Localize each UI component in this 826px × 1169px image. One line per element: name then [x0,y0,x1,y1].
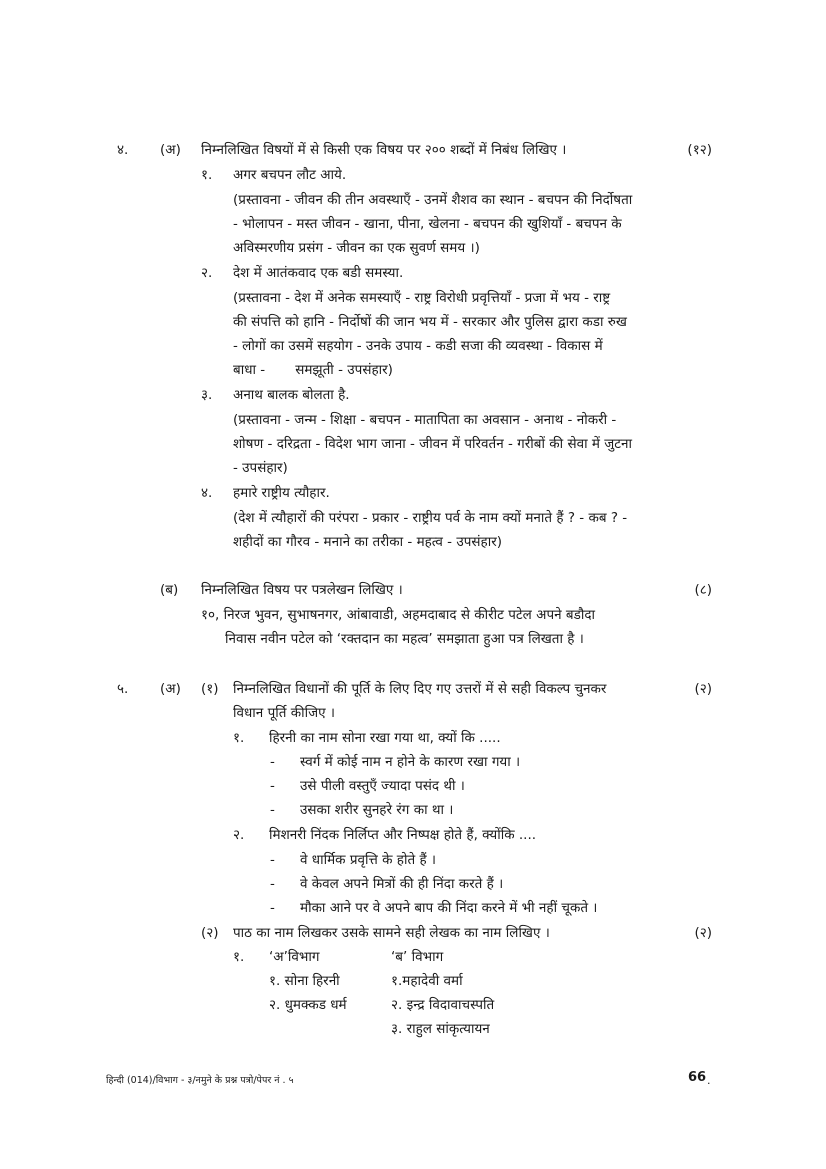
q5a2-marks: (२) [694,925,712,941]
topic-3-title: अनाथ बालक बोलता है. [233,387,350,403]
option-dash: - [270,802,275,818]
mcq-2-option: वे केवल अपने मित्रों की ही निंदा करते हैं । [300,876,504,892]
q4-number: ४. [117,142,129,158]
column-b-item: २. इन्द्र विदावाचस्पति [391,997,495,1013]
q5a-label: (अ) [160,681,181,697]
q4b-label: (ब) [160,582,179,598]
option-dash: - [270,754,275,770]
mcq-1-option: उसका शरीर सुनहरे रंग का था । [300,802,454,818]
q5a1-instruction: विधान पूर्ति कीजिए । [233,705,335,721]
q4a-label: (अ) [160,142,181,158]
q5a2-label: (२) [201,925,219,941]
column-b-item: ३. राहुल सांकृत्यायन [391,1021,490,1037]
match-number: १. [233,949,245,965]
topic-1-line: अविस्मरणीय प्रसंग - जीवन का एक सुवर्ण समय ।) [233,240,480,256]
topic-3-line: - उपसंहार) [233,460,288,476]
mcq-2-stem: मिशनरी निंदक निर्लिप्त और निष्पक्ष होते हैं, क्योंकि .... [269,827,537,843]
column-b-header: ‘ब’ विभाग [391,949,444,965]
q4a-instruction: निम्नलिखित विषयों में से किसी एक विषय पर २०० शब्दों में निबंध लिखिए । [201,142,567,158]
topic-3-number: ३. [201,387,213,403]
mcq-2-number: २. [233,827,245,843]
option-dash: - [270,778,275,794]
q4b-letter-line: निवास नवीन पटेल को ‘रक्तदान का महत्व’ समझाता हुआ पत्र लिखता है । [225,631,584,647]
topic-3-line: (प्रस्तावना - जन्म - शिक्षा - बचपन - मातापिता का अवसान - अनाथ - नोकरी - [233,412,617,428]
page-number: 66 [688,1070,707,1085]
mcq-1-stem: हिरनी का नाम सोना रखा गया था, क्यों कि ..... [269,730,501,746]
q4b-letter-line: १०, निरज भुवन, सुभाषनगर, आंबावाडी, अहमदाबाद से कीरीट पटेल अपने बडौदा [201,607,595,623]
mcq-1-option: स्वर्ग में कोई नाम न होने के कारण रखा गया । [300,754,521,770]
option-dash: - [270,852,275,868]
topic-4-title: हमारे राष्ट्रीय त्यौहार. [233,485,330,501]
topic-1-line: - भोलापन - मस्त जीवन - खाना, पीना, खेलना - बचपन की खुशियाँ - बचपन के [233,216,622,232]
topic-2-line: - लोगों का उसमें सहयोग - उनके उपाय - कडी सजा की व्यवस्था - विकास में [233,338,603,354]
footer-text: हिन्दी (014)/विभाग - ३/नमुने के प्रश्न पत्रो/पेपर नं . ५ [106,1075,294,1086]
q5-number: ५. [117,681,129,697]
page-number-dot: . [707,1074,711,1087]
q4b-instruction: निम्नलिखित विषय पर पत्रलेखन लिखिए । [201,582,403,598]
q5a2-instruction: पाठ का नाम लिखकर उसके सामने सही लेखक का नाम लिखिए । [233,925,550,941]
mcq-1-number: १. [233,730,245,746]
option-dash: - [270,900,275,916]
topic-2-line: (प्रस्तावना - देश में अनेक समस्याएँ - राष्ट्र विरोधी प्रवृत्तियाँ - प्रजा में भय - राष्ट्र [233,290,611,306]
q5a1-marks: (२) [694,681,712,697]
mcq-2-option: मौका आने पर वे अपने बाप की निंदा करने में भी नहीं चूकते । [300,900,598,916]
topic-3-line: शोषण - दरिद्रता - विदेश भाग जाना - जीवन में परिवर्तन - गरीबों की सेवा में जुटना [233,436,633,452]
q5a1-instruction: निम्नलिखित विधानों की पूर्ति के लिए दिए गए उत्तरों में से सही विकल्प चुनकर [233,681,607,697]
topic-1-title: अगर बचपन लौट आये. [233,167,347,183]
column-a-header: ‘अ’विभाग [269,949,320,965]
topic-4-number: ४. [201,485,213,501]
column-b-item: १.महादेवी वर्मा [391,973,463,989]
q4b-marks: (८) [694,582,712,598]
mcq-2-option: वे धार्मिक प्रवृत्ति के होते हैं । [300,852,437,868]
topic-2-number: २. [201,265,213,281]
topic-2-title: देश में आतंकवाद एक बडी समस्या. [233,265,404,281]
column-a-item: २. धुमक्कड धर्म [269,997,347,1013]
topic-1-line: (प्रस्तावना - जीवन की तीन अवस्थाएँ - उनमें शैशव का स्थान - बचपन की निर्दोषता [233,192,633,208]
topic-2-line: बाधा - समझूती - उपसंहार) [233,362,393,378]
topic-1-number: १. [201,167,213,183]
q4a-marks: (१२) [687,142,712,158]
column-a-item: १. सोना हिरनी [269,973,340,989]
q5a1-label: (१) [201,681,219,697]
option-dash: - [270,876,275,892]
topic-2-line: की संपत्ति को हानि - निर्दोषों की जान भय में - सरकार और पुलिस द्वारा कडा रुख [233,314,627,330]
mcq-1-option: उसे पीली वस्तुएँ ज्यादा पसंद थी । [300,778,465,794]
topic-4-line: (देश में त्यौहारों की परंपरा - प्रकार - राष्ट्रीय पर्व के नाम क्यों मनाते हैं ? - कब ? - [233,510,628,526]
topic-4-line: शहीदों का गौरव - मनाने का तरीका - महत्व - उपसंहार) [233,534,502,550]
